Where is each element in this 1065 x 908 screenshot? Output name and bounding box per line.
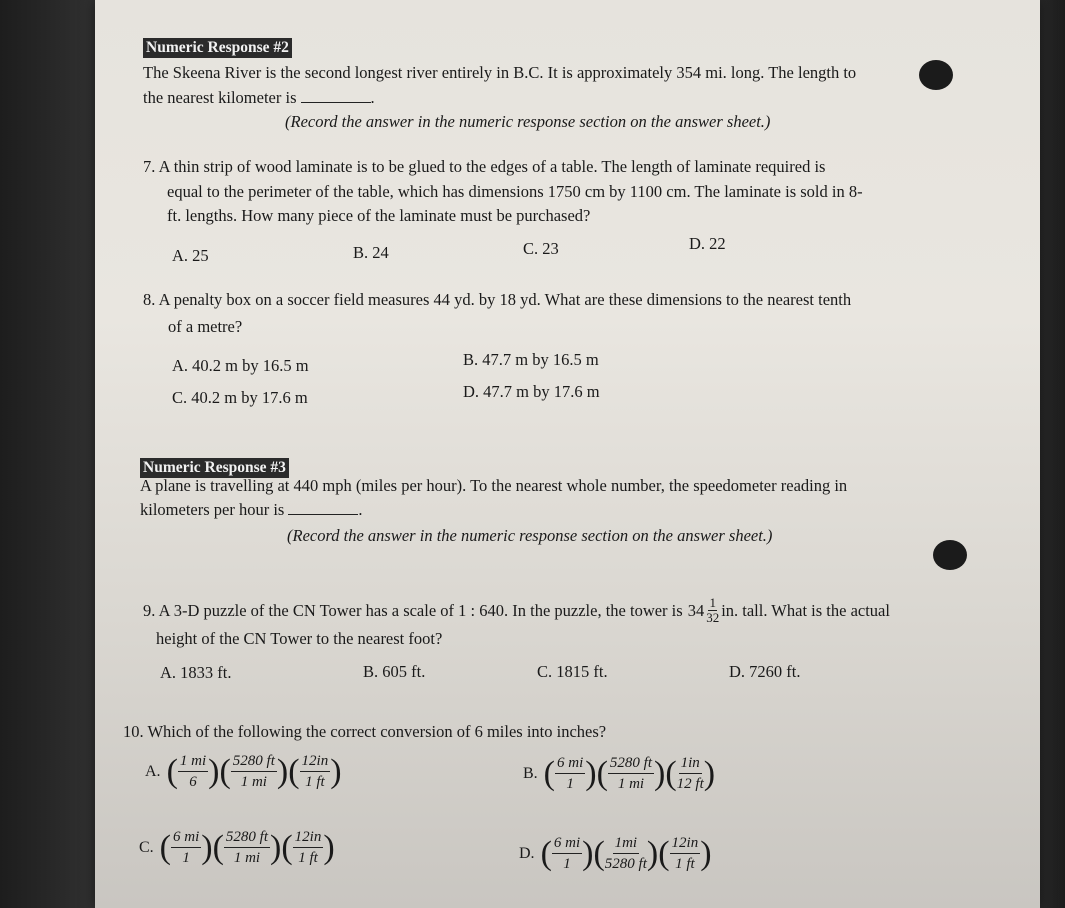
q8-text-line1: 8. A penalty box on a soccer field measures 44 yd. by 18 yd. What are these dimensions to the nearest tenth <box>143 290 852 309</box>
q7-text-line3: ft. lengths. How many piece of the laminate must be purchased? <box>167 206 591 225</box>
q8-option-a[interactable]: A. 40.2 m by 16.5 m <box>172 356 309 375</box>
q7-option-d[interactable]: D. 22 <box>689 234 726 253</box>
q10-option-a[interactable]: A. ( $\frac{1 mi}{6}$ ) ( $\frac{5280 ft}{1 mi}$ ) ( $\frac{12in}{1 ft}$ ) <box>145 752 342 791</box>
nr3-text-line1: A plane is travelling at 440 mph (miles per hour). To the nearest whole number, the speedometer reading in <box>140 476 848 495</box>
q8-text-line2: of a metre? <box>168 317 243 336</box>
q8-option-b[interactable]: B. 47.7 m by 16.5 m <box>463 350 599 369</box>
q9-text-line1: 9. A 3-D puzzle of the CN Tower has a scale of 1 : 640. In the puzzle, the tower is 34 $\frac{1}{32}$ in. tall. What is the actual <box>143 595 890 625</box>
q10-text-line1: 10. Which of the following the correct conversion of 6 miles into inches? <box>123 722 607 741</box>
nr2-note: (Record the answer in the numeric response section on the answer sheet.) <box>285 112 771 131</box>
q8-option-c[interactable]: C. 40.2 m by 17.6 m <box>172 388 308 407</box>
q9-option-c[interactable]: C. 1815 ft. <box>537 662 608 681</box>
nr3-note: (Record the answer in the numeric response section on the answer sheet.) <box>287 526 773 545</box>
q10-option-b[interactable]: B. ( $\frac{6 mi}{1}$ ) ( $\frac{5280 ft}{1 mi}$ ) ( $\frac{1in}{12 ft}$ ) <box>523 754 715 793</box>
nr2-text-line2: the nearest kilometer is . <box>143 88 375 107</box>
q9-option-d[interactable]: D. 7260 ft. <box>729 662 801 681</box>
q9-text-line2: height of the CN Tower to the nearest foot? <box>156 629 443 648</box>
nr3-answer-blank[interactable] <box>288 500 358 515</box>
worksheet-page <box>95 0 1040 908</box>
q9-option-a[interactable]: A. 1833 ft. <box>160 663 232 682</box>
q7-option-c[interactable]: C. 23 <box>523 239 559 258</box>
q7-text-line1: 7. A thin strip of wood laminate is to be glued to the edges of a table. The length of laminate required is <box>143 157 826 176</box>
nr3-text-line2: kilometers per hour is . <box>140 500 363 519</box>
answer-bubble <box>919 60 953 90</box>
q8-option-d[interactable]: D. 47.7 m by 17.6 m <box>463 382 600 401</box>
q7-option-a[interactable]: A. 25 <box>172 246 209 265</box>
nr2-answer-blank[interactable] <box>301 88 371 103</box>
q9-fraction: $\frac{1}{32}$ <box>706 595 720 625</box>
numeric-response-2-header: Numeric Response #2 <box>143 38 292 58</box>
q10-option-c[interactable]: C. ( $\frac{6 mi}{1}$ ) ( $\frac{5280 ft}{1 mi}$ ) ( $\frac{12in}{1 ft}$ ) <box>139 828 335 867</box>
q9-option-b[interactable]: B. 605 ft. <box>363 662 426 681</box>
q7-option-b[interactable]: B. 24 <box>353 243 389 262</box>
q7-text-line2: equal to the perimeter of the table, which has dimensions 1750 cm by 1100 cm. The laminate is sold in 8- <box>167 182 863 201</box>
answer-bubble <box>933 540 967 570</box>
numeric-response-3-header: Numeric Response #3 <box>140 458 289 478</box>
q10-option-d[interactable]: D. ( $\frac{6 mi}{1}$ ) ( $\frac{1mi}{5280 ft}$ ) ( $\frac{12in}{1 ft}$ ) <box>519 834 712 873</box>
nr2-text-line1: The Skeena River is the second longest river entirely in B.C. It is approximately 354 mi. long. The length to <box>143 63 857 82</box>
